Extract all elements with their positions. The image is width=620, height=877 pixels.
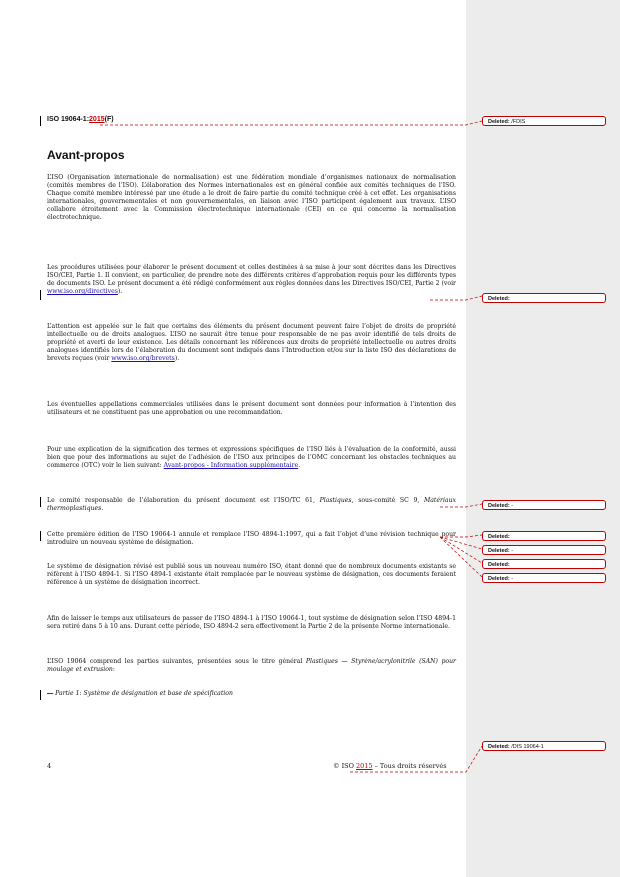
revision-balloon[interactable]: Deleted: - bbox=[482, 500, 606, 510]
paragraph-2: Les procédures utilisées pour élaborer le présent document et celles destinées à sa mise à jour sont décrites dans les Directives ISO/CEI, Partie 1. Il convient, en particulier, de prendre note des différents critères d’approbation requis pour les différents types de documents ISO. Le présent document a été rédigé conformément aux règles données dans les Directives ISO/CEI, Partie 2 (voir www.iso.org/directives). bbox=[47, 264, 456, 296]
paragraph-5: Pour une explication de la signification des termes et expressions spécifiques de l’ISO liés à l’évaluation de la conformité, aussi bien que pour des informations au sujet de l’adhésion de l’ISO aux principes de l’OMC concernant les obstacles techniques au commerce (OTC) voir le lien suivant: Avant-propos - Information supplémentaire. bbox=[47, 446, 456, 470]
connector-line bbox=[350, 746, 482, 772]
paragraph-3: L’attention est appelée sur le fait que certains des éléments du présent document peuvent faire l’objet de droits de propriété intellectuelle ou de droits analogues. L’ISO ne saurait être tenue pour responsable de ne pas avoir identifié de tels droits de propriété et averti de leur existence. Les détails concernant les références aux droits de propriété intellectuelle ou autres droits analogues identifiés lors de l’élaboration du document sont indiqués dans l’Introduction et/ou sur la liste ISO des déclarations de brevets reçues (voir www.iso.org/brevets). bbox=[47, 323, 456, 363]
page-title: Avant-propos bbox=[47, 148, 125, 162]
supplementary-info-link[interactable]: Avant-propos - Information supplémentaire bbox=[163, 462, 299, 470]
paragraph-10: L’ISO 19064 comprend les parties suivantes, présentées sous le titre général Plastiques — Styrène/acrylonitrile (SAN) pour moulage et extrusion: bbox=[47, 658, 456, 674]
revision-balloon[interactable]: Deleted: bbox=[482, 293, 606, 303]
paragraph-8: Le système de désignation révisé est publié sous un nouveau numéro ISO, étant donné que de nombreux documents existants se réfèrent à l’ISO 4894-1. Si l’ISO 4894-1 existante était remplacée par le nouveau système de désignation, ces documents feraient référence à un système de désignation incorrect. bbox=[47, 563, 456, 587]
revision-balloon[interactable]: Deleted: bbox=[482, 559, 606, 569]
list-dash: — bbox=[47, 690, 54, 697]
connector-line bbox=[440, 504, 482, 507]
header-inserted-year: 2015 bbox=[89, 116, 105, 123]
connector-line bbox=[440, 535, 482, 537]
connector-line bbox=[440, 537, 482, 563]
revision-balloon[interactable]: Deleted: - bbox=[482, 545, 606, 555]
directives-link[interactable]: www.iso.org/directives bbox=[47, 288, 118, 296]
paragraph-4: Les éventuelles appellations commerciales utilisées dans le présent document sont données pour information à l’intention des utilisateurs et ne constituent pas une approbation ou une recommandation. bbox=[47, 401, 456, 417]
connector-line bbox=[100, 121, 482, 125]
paragraph-1: L’ISO (Organisation internationale de normalisation) est une fédération mondiale d’organismes nationaux de normalisation (comités membres de l’ISO). L’élaboration des Normes internationales est en général confiée aux comités techniques de l’ISO. Chaque comité membre intéressé par une étude a le droit de faire partie du comité technique créé à cet effet. Les organisations internationales, gouvernementales et non gouvernementales, en liaison avec l’ISO participent également aux travaux. L’ISO collabore étroitement avec la Commission électrotechnique internationale (CEI) en ce qui concerne la normalisation électrotechnique. bbox=[47, 174, 456, 222]
header-suffix: (F) bbox=[104, 116, 114, 123]
paragraph-6: Le comité responsable de l’élaboration du présent document est l’ISO/TC 61, Plastiques, sous-comité SC 9, Matériaux thermoplastiques. bbox=[47, 497, 457, 513]
copyright-footer: © ISO 2015 – Tous droits réservés bbox=[333, 762, 447, 770]
connector-line bbox=[430, 296, 482, 300]
revision-balloon[interactable]: Deleted: /FDIS bbox=[482, 116, 606, 126]
connector-line bbox=[440, 537, 482, 549]
page-number: 4 bbox=[47, 762, 52, 770]
list-item: — Partie 1: Système de désignation et base de spécification bbox=[47, 690, 233, 697]
revision-balloon[interactable]: Deleted: /DIS 19064-1 bbox=[482, 741, 606, 751]
header-prefix: ISO 19064-1: bbox=[47, 116, 90, 123]
revision-balloon[interactable]: Deleted: bbox=[482, 531, 606, 541]
paragraph-9: Afin de laisser le temps aux utilisateurs de passer de l’ISO 4894-1 à l’ISO 19064-1, tout système de désignation selon l’ISO 4894-1 sera retiré dans 5 à 10 ans. Durant cette période, ISO 4894-2 sera effectivement la Partie 2 de la présente Norme internationale. bbox=[47, 615, 456, 631]
revision-balloon[interactable]: Deleted: - bbox=[482, 573, 606, 583]
paragraph-7: Cette première édition de l’ISO 19064-1 annule et remplace l’ISO 4894-1:1997, qui a fait l’objet d’une révision technique pour introduire un nouveau système de désignation. bbox=[47, 531, 456, 547]
footer-year: 2015 bbox=[355, 762, 373, 770]
brevets-link[interactable]: www.iso.org/brevets bbox=[111, 355, 175, 363]
